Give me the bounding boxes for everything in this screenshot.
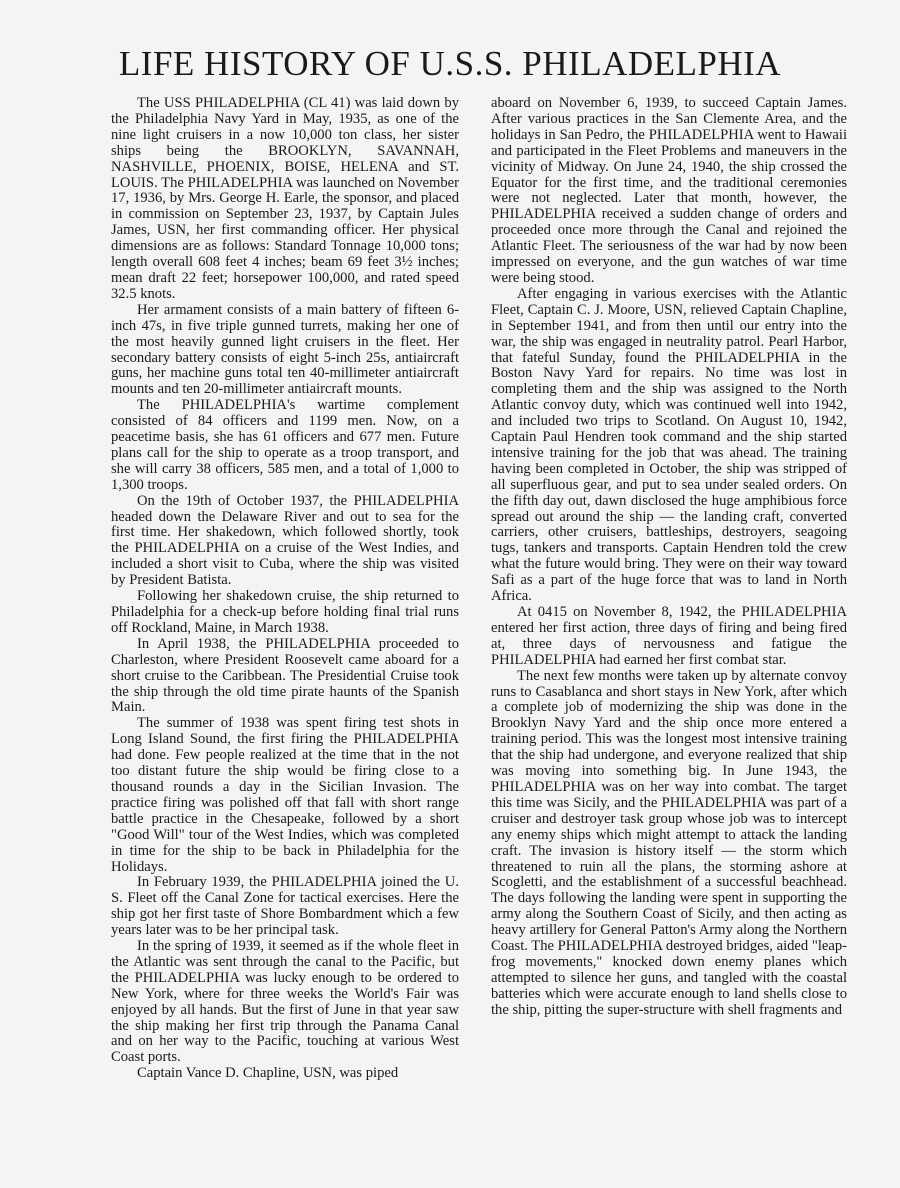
paragraph: The USS PHILADELPHIA (CL 41) was laid down by the Philadelphia Navy Yard in May, 1935, as one of the nine light cruisers in a now 10,000 ton class, her sister ships being the BROOKLYN, SAVANNAH, NASHVILLE, PHOENIX, BOISE, HELENA and ST. LOUIS. The PHILADELPHIA was launched on November 17, 1936, by Mrs. George H. Earle, the sponsor, and placed in commission on September 23, 1937, by Captain Jules James, USN, her first commanding officer. Her physical dimensions are as follows: Standard Tonnage 10,000 tons; length overall 608 feet 4 inches; beam 69 feet 3½ inches; mean draft 22 feet; horsepower 100,000, and rated speed 32.5 knots. bbox=[111, 95, 459, 302]
paragraph: aboard on November 6, 1939, to succeed Captain James. After various practices in the San Clemente Area, and the holidays in San Pedro, the PHILADELPHIA went to Hawaii and participated in the Fleet Problems and maneuvers in the vicinity of Midway. On June 24, 1940, the ship crossed the Equator for the first time, and the traditional ceremonies were not neglected. Later that month, however, the PHILADELPHIA received a sudden change of orders and proceeded once more through the Canal and rejoined the Atlantic Fleet. The seriousness of the war had by now been impressed on everyone, and the gun watches of war time were being stood. bbox=[491, 95, 847, 286]
paragraph: The PHILADELPHIA's wartime complement consisted of 84 officers and 1199 men. Now, on a peacetime basis, she has 61 officers and 677 men. Future plans call for the ship to operate as a troop transport, and she will carry 38 officers, 585 men, and a total of 1,000 to 1,300 troops. bbox=[111, 397, 459, 493]
paragraph: In April 1938, the PHILADELPHIA proceeded to Charleston, where President Roosevelt came aboard for a short cruise to the Caribbean. The Presidential Cruise took the ship through the old time pirate haunts of the Spanish Main. bbox=[111, 635, 459, 716]
paragraph: The summer of 1938 was spent firing test shots in Long Island Sound, the first firing the PHILADELPHIA had done. Few people realized at the time that in the not too distant future the ship would be firing close to a thousand rounds a day in the Sicilian Invasion. The practice firing was polished off that fall with short range battle practice in the Chesapeake, followed by a short "Good Will" tour of the West Indies, which was completed in time for the ship to be back in Philadelphia for the Holidays. bbox=[111, 715, 459, 875]
paragraph: In the spring of 1939, it seemed as if the whole fleet in the Atlantic was sent through the canal to the Pacific, but the PHILADELPHIA was lucky enough to be ordered to New York, where for three weeks the World's Fair was enjoyed by all hands. But the first of June in that year saw the ship making her first trip through the Panama Canal and on her way to the Pacific, touching at various West Coast ports. bbox=[111, 938, 459, 1066]
page-title: LIFE HISTORY OF U.S.S. PHILADELPHIA bbox=[118, 44, 782, 83]
paragraph: On the 19th of October 1937, the PHILADELPHIA headed down the Delaware River and out to sea for the first time. Her shakedown, which followed shortly, took the PHILADELPHIA on a cruise of the West Indies, and included a short visit to Cuba, where the ship was visited by President Batista. bbox=[111, 492, 459, 589]
left-column bbox=[111, 96, 459, 1082]
paragraph: After engaging in various exercises with the Atlantic Fleet, Captain C. J. Moore, USN, relieved Captain Chapline, in September 1941, and from then until our entry into the war, the ship was engaged in neutrality patrol. Pearl Harbor, that fateful Sunday, found the PHILADELPHIA in the Boston Navy Yard for repairs. No time was lost in completing them and the ship was assigned to the North Atlantic convoy duty, which was continued well into 1942, and included two trips to Scotland. On August 10, 1942, Captain Paul Hendren took command and the ship started intensive training for the job that was ahead. The training having been completed in October, the ship was stripped of all superfluous gear, and put to sea under sealed orders. On the fifth day out, dawn disclosed the huge amphibious force spread out around the ship — the landing craft, converted carriers, other cruisers, battleships, destroyers, seagoing tugs, tankers and transports. Captain Hendren told the crew what the future would bring. They were on their way toward Safi as a part of the huge force that was to land in North Africa. bbox=[491, 285, 847, 605]
paragraph: Captain Vance D. Chapline, USN, was piped bbox=[137, 1065, 399, 1082]
paragraph: Following her shakedown cruise, the ship returned to Philadelphia for a check-up before holding final trial runs off Rockland, Maine, in March 1938. bbox=[111, 588, 459, 636]
paragraph: Her armament consists of a main battery of fifteen 6-inch 47s, in five triple gunned turrets, making her one of the most heavily gunned light cruisers in the fleet. Her secondary battery consists of eight 5-inch 25s, antiaircraft guns, her machine guns total ten 40-millimeter antiaircraft mounts and ten 20-millimeter antiaircraft mounts. bbox=[111, 301, 459, 398]
paragraph: In February 1939, the PHILADELPHIA joined the U. S. Fleet off the Canal Zone for tactical exercises. Here the ship got her first taste of Shore Bombardment which a few years later was to be her principal task. bbox=[111, 874, 459, 939]
right-column bbox=[491, 96, 847, 1019]
paragraph: At 0415 on November 8, 1942, the PHILADELPHIA entered her first action, three days of firing and being fired at, three days of nervousness and fatigue the PHILADELPHIA had earned her first combat star. bbox=[491, 604, 847, 668]
paragraph: The next few months were taken up by alternate convoy runs to Casablanca and short stays in New York, after which a complete job of modernizing the ship was done in the Brooklyn Navy Yard and the ship once more entered a training period. This was the longest most intensive training that the ship had undergone, and everyone realized that ship was moving into something big. In June 1943, the PHILADELPHIA was on her way into combat. The target this time was Sicily, and the PHILADELPHIA was part of a cruiser and destroyer task group whose job was to intercept any enemy ships which might attempt to attack the landing craft. The invasion is history itself — the storm which threatened to ruin all the plans, the storming ashore at Scogletti, and the establishment of a successful beachhead. The days following the landing were spent in supporting the army along the Southern Coast of Sicily, and then acting as heavy artillery for General Patton's Army along the Northern Coast. The PHILADELPHIA destroyed bridges, aided "leap-frog movements," knocked down enemy planes which attempted to silence her guns, and tangled with the coastal batteries which were accurate enough to land shells close to the ship, pitting the super-structure with shell fragments and bbox=[491, 667, 847, 1018]
